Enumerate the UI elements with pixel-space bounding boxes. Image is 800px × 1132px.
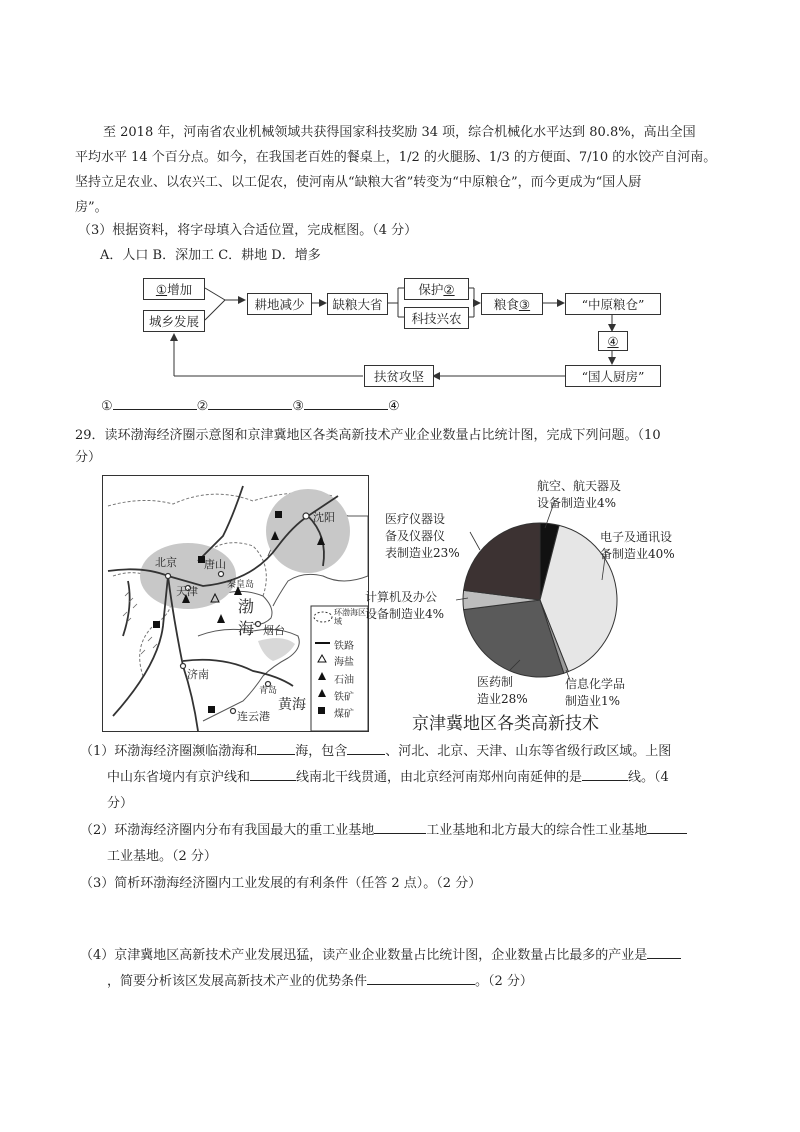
city-tangshan: 唐山 [204,558,226,571]
city-tianjin: 天津 [176,585,198,598]
q2-blank-1[interactable] [374,821,426,834]
legend-oil: 石油 [334,675,354,686]
node-4-num: ④ [607,333,619,349]
node-poverty-alleviation: 扶贫攻坚 [364,365,434,387]
node-1-num: ① [155,281,168,297]
legend-salt: 海盐 [334,657,354,668]
node-urban-development: 城乡发展 [143,310,205,332]
answer-2-blank[interactable] [208,397,292,410]
label-comp-l1: 计算机及办公 [365,590,438,604]
q1-d: 中山东省境内有京沪线和 [107,770,251,785]
answer-3-blank[interactable] [304,397,388,410]
label-comp-l2: 设备制造业4% [365,607,445,621]
label-med-l2: 造业28% [477,692,528,706]
q2-blank-2[interactable] [647,821,687,834]
label-inst [385,511,460,562]
legend-coal: 煤矿 [334,709,354,720]
node-grain [481,293,543,315]
flow-arrows [0,0,800,400]
pie-slices [456,500,617,680]
q3-stem: （3）根据资料，将字母填入合适位置，完成框图。（4 分） [78,223,418,238]
answer-row [101,397,400,417]
bohai-map [102,475,369,732]
sea-huanghai: 黄海 [278,697,306,713]
q1-e: 线南北干线贯通，由北京经河南郑州向南延伸的是 [296,770,583,785]
q1-b: 海，包含 [295,744,348,759]
intro-line-3: 坚持立足农业、以农兴工、以工促农，使河南从“缺粮大省”转变为“中原粮仓”，而今更成为“国人厨 [75,175,642,190]
city-shenyang: 沈阳 [313,511,335,524]
label-inst-l3: 表制造业23% [385,546,460,560]
label-aero-l2: 设备制造业4% [537,496,617,510]
node-2-num: ② [443,281,455,297]
answer-1-label: ① [101,399,113,414]
q4-blank-2[interactable] [367,972,475,985]
label-inst-l1: 医疗仪器设 [385,512,446,526]
q1-blank-2[interactable] [347,742,385,755]
q4-c: 。（2 分） [475,974,533,989]
node-2-text: 保护 [418,282,444,297]
chart-title: 京津冀地区各类高新技术 [412,714,599,734]
node-3-text: 粮食 [493,297,519,312]
q4-b: ，简要分析该区发展高新技术产业的优势条件 [107,974,368,989]
q4-blank-1[interactable] [647,946,681,959]
q1-blank-1[interactable] [257,742,295,755]
q1-f: 线。（4 [628,770,669,785]
node-tech-agriculture: 科技兴农 [404,307,469,329]
label-info-l1: 信息化学品 [565,677,626,691]
label-elec [600,529,675,563]
label-elec-l1: 电子及通讯设 [600,530,673,544]
intro-line-4: 房”。 [75,200,108,215]
q29-stem-1: 29．读环渤海经济圈示意图和京津冀地区各类高新技术产业企业数量占比统计图，完成下列问题。（10 [75,428,661,443]
legend-railway: 铁路 [334,641,354,652]
answer-1-blank[interactable] [113,397,197,410]
q1-line1 [80,740,671,764]
q29-stem-2: 分） [75,450,102,465]
label-aero [537,478,621,512]
q4-line1 [80,944,681,968]
q1-line2 [107,766,669,790]
city-yantai: 烟台 [263,624,285,637]
pie-leader-5 [470,532,480,550]
label-comp [365,589,444,623]
node-central-granary: “中原粮仓” [565,293,661,315]
node-farmland-decrease: 耕地减少 [247,293,312,315]
q1-c: 、河北、北京、天津、山东等省级行政区域。上图 [385,744,672,759]
label-info-l2: 制造业1% [565,694,621,708]
city-qinhuangdao: 秦皇岛 [227,580,255,590]
label-med-l1: 医药制 [477,675,514,689]
q4-a: （4）京津冀地区高新技术产业发展迅猛，读产业企业数量占比统计图，企业数量占比最多的产业是 [80,948,648,963]
node-protect [404,278,469,300]
q1-a: （1）环渤海经济圈濒临渤海和 [80,744,258,759]
q3-options: A．人口 B．深加工 C．耕地 D．增多 [100,248,321,263]
city-jinan: 济南 [187,668,209,681]
legend-iron: 铁矿 [334,692,354,703]
city-qingdao: 青岛 [259,686,278,696]
city-lianyungang: 连云港 [237,710,270,723]
label-inst-l2: 备及仪器仪 [385,529,446,543]
node-4 [598,331,628,351]
answer-3-label: ③ [292,399,304,414]
q2-a: （2）环渤海经济圈内分布有我国最大的重工业基地 [80,823,375,838]
mountain-hatches [123,592,157,654]
sea-hai: 海 [238,619,255,638]
intro-line-1: 至 2018 年，河南省农业机械领域共获得国家科技奖励 34 项，综合机械化水平达到 80.8%，高出全国 [103,125,696,140]
answer-4-label: ④ [387,399,400,414]
q1-blank-4[interactable] [582,768,628,781]
sea-bo: 渤 [238,597,255,616]
label-med [477,674,528,708]
node-grain-shortage: 缺粮大省 [327,293,388,315]
q2-b: 工业基地和北方最大的综合性工业基地 [426,823,648,838]
node-3-num: ③ [518,296,531,312]
q2-c: 工业基地。（2 分） [107,849,217,864]
node-population-increase [143,278,205,300]
node-1-text: 增加 [167,282,193,297]
answer-2-label: ② [196,399,209,414]
label-info [565,676,625,710]
node-national-kitchen: “国人厨房” [565,365,661,387]
label-elec-l2: 备制造业40% [600,547,675,561]
q2-line1 [80,819,687,843]
pie-slice-5 [464,523,540,600]
q4-line2 [107,970,533,994]
q3-text: （3）简析环渤海经济圈内工业发展的有利条件（任答 2 点）。（2 分） [80,876,482,891]
city-beijing: 北京 [155,556,177,569]
intro-line-2: 平均水平 14 个百分点。如今，在我国老百姓的餐桌上，1/2 的火腿肠、1/3 的方便面、7/10 的水饺产自河南。 [75,150,717,165]
label-aero-l1: 航空、航天器及 [537,479,622,493]
region-shade-shenyang [266,489,350,573]
q1-g: 分） [107,796,134,811]
q1-blank-3[interactable] [250,768,296,781]
legend-region: 环渤海区域 [334,608,366,626]
